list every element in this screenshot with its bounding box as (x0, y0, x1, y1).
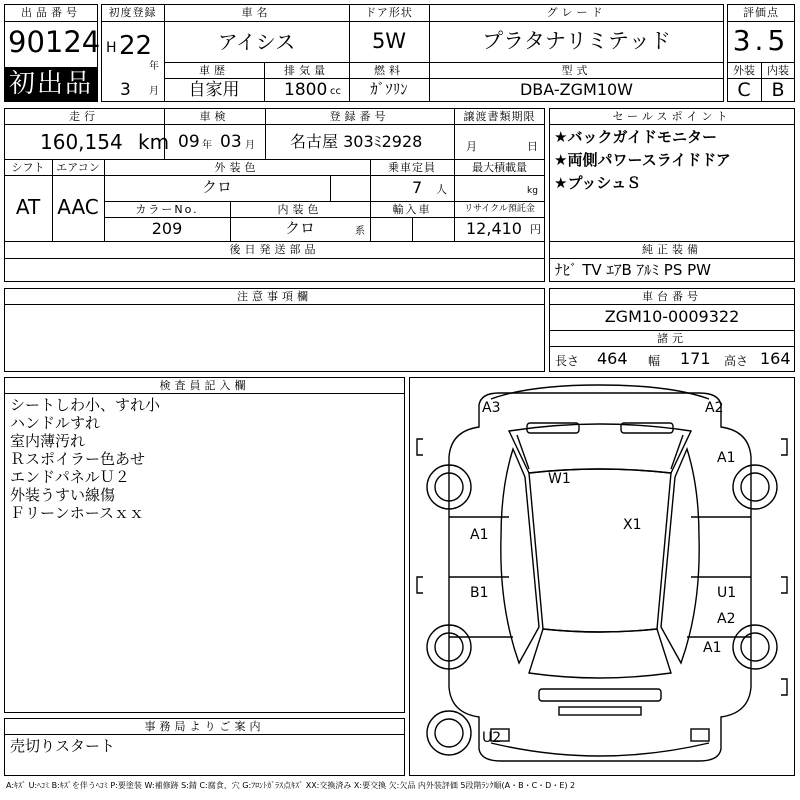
inspection-month-unit: 月 (245, 140, 255, 151)
reg-era: H (106, 40, 117, 56)
displacement: 1800 (284, 80, 328, 100)
grade: プラタナリミテッド (482, 29, 671, 53)
width-label: 幅 (648, 354, 661, 368)
width: 171 (680, 349, 711, 368)
damage-mark: A1 (717, 450, 736, 466)
damage-mark: U1 (717, 585, 737, 601)
damage-mark: A1 (470, 527, 489, 543)
capacity-unit: 人 (436, 183, 447, 196)
sales-point-item: ★バックガイドモニター (554, 128, 717, 146)
genuine-equipment-label: 純正装備 (642, 243, 702, 256)
legend: A:ｷｽﾞ U:ﾍｺﾐ B:ｷｽﾞを伴うﾍｺﾐ P:要塗装 W:補修跡 S:錆 C:腐食、穴 G:ﾌﾛﾝﾄｶﾞﾗｽ点ｷｽﾞ XX:交換済み X:要交換 欠:欠品 内外装評価 5段階ﾗﾝｸ順(A・B・C・D・E) 2 (6, 781, 576, 790)
transfer-day-unit: 日 (527, 140, 538, 153)
damage-mark: A1 (703, 640, 722, 656)
remark-line: 外装うすい線傷 (10, 486, 116, 504)
mileage-unit: km (138, 130, 170, 154)
inspector-label: 検査員記入欄 (159, 379, 250, 392)
inspection-year-unit: 年 (202, 140, 212, 151)
color-no: 209 (151, 219, 183, 238)
interior-color: クロ (284, 219, 315, 237)
length-label: 長さ (555, 354, 580, 368)
remark-line: ハンドルすれ (10, 414, 101, 432)
reg-year-unit: 年 (149, 61, 159, 72)
car-diagram (409, 377, 795, 776)
interior-color-unit: 系 (355, 226, 365, 237)
recycle-unit: 円 (530, 223, 541, 236)
damage-mark: B1 (470, 585, 489, 601)
score-label: 評価点 (743, 6, 779, 19)
mileage-label: 走行 (69, 110, 99, 123)
color-no-label: カラーNo. (135, 203, 199, 216)
history-label: 車歴 (199, 64, 229, 77)
damage-mark: A2 (717, 611, 736, 627)
fuel: ｶﾞｿﾘﾝ (370, 80, 408, 98)
grade-label: グレード (546, 6, 607, 19)
office-notice: 売切りスタート (10, 737, 116, 755)
reg-month-unit: 月 (149, 86, 159, 97)
damage-mark: X1 (623, 517, 642, 533)
exterior-color-label: 外装色 (214, 161, 260, 174)
lot-number: 90124 (8, 25, 101, 59)
later-parts-label: 後日発送部品 (229, 243, 320, 256)
interior-score-label: 内装 (767, 64, 789, 77)
genuine-equipment: ﾅﾋﾞ TV ｴｱB ｱﾙﾐ PS PW (555, 261, 711, 279)
remark-line: 室内薄汚れ (10, 432, 86, 450)
exterior-score-label: 外装 (733, 64, 755, 77)
car-name-label: 車名 (241, 6, 272, 19)
inspection-label: 車検 (199, 110, 230, 123)
remark-line: エンドパネルＵ２ (10, 468, 130, 486)
max-load-label: 最大積載量 (472, 161, 527, 174)
chassis-number: ZGM10-0009322 (604, 307, 740, 326)
inspection-month: 03 (220, 132, 242, 152)
history: 自家用 (188, 80, 240, 100)
mileage: 160,154 (40, 130, 123, 154)
interior-score: B (771, 79, 785, 101)
displacement-label: 排気量 (284, 64, 329, 77)
remark-line: Ｒスポイラー色あせ (10, 450, 146, 468)
ac-label: エアコン (56, 161, 100, 174)
sales-point-item: ★両側パワースライドドア (554, 151, 731, 169)
car-name: アイシス (217, 30, 296, 54)
plate-label: 登録番号 (329, 110, 390, 123)
model-label: 型式 (561, 64, 592, 77)
inspection-year: 09 (178, 132, 200, 152)
capacity: 7 (412, 178, 423, 197)
displacement-unit: cc (330, 86, 341, 97)
model-code: DBA-ZGM10W (519, 80, 633, 99)
notes-label: 注意事項欄 (237, 290, 312, 303)
reg-month: 3 (120, 80, 131, 100)
remark-line: Ｆリーンホースｘｘ (10, 504, 144, 522)
specs-label: 諸元 (657, 332, 687, 345)
sales-points-label: セールスポイント (612, 110, 732, 123)
office-label: 事務局よりご案内 (144, 720, 265, 733)
recycle-fee: 12,410 (466, 219, 522, 238)
damage-mark: U2 (482, 730, 502, 746)
interior-color-label: 内装色 (277, 203, 323, 216)
capacity-label: 乗車定員 (388, 161, 436, 174)
exterior-score: C (737, 79, 751, 101)
plate-number: 名古屋 303ﾐ2928 (290, 132, 423, 151)
door-label: ドア形状 (365, 6, 413, 19)
height: 164 (760, 349, 791, 368)
sales-point-item: ★プッシュＳ (554, 174, 642, 192)
exterior-color: クロ (201, 178, 232, 196)
score-value: 3.5 (732, 24, 790, 57)
max-load-unit: kg (527, 186, 538, 196)
reg-year: 22 (119, 31, 153, 61)
recycle-label: リサイクル預託金 (464, 204, 535, 214)
fuel-label: 燃料 (374, 64, 404, 77)
shift: AT (15, 195, 41, 219)
first-listing-badge: 初出品 (5, 67, 97, 101)
height-label: 高さ (724, 354, 749, 368)
reg-label: 初度登録 (108, 6, 157, 19)
damage-mark: W1 (548, 471, 571, 487)
length: 464 (597, 349, 628, 368)
shift-label: シフト (11, 161, 45, 174)
door-type: 5W (371, 29, 407, 53)
chassis-label: 車台番号 (642, 290, 702, 303)
lot-label: 出品番号 (21, 6, 81, 19)
ac: AAC (57, 195, 99, 219)
damage-mark: A2 (705, 400, 724, 416)
import-label: 輸入車 (392, 203, 432, 216)
damage-mark: A3 (482, 400, 501, 416)
transfer-month-unit: 月 (466, 140, 477, 153)
remark-line: シートしわ小、すれ小 (10, 396, 161, 414)
transfer-label: 譲渡書類期限 (463, 110, 536, 123)
